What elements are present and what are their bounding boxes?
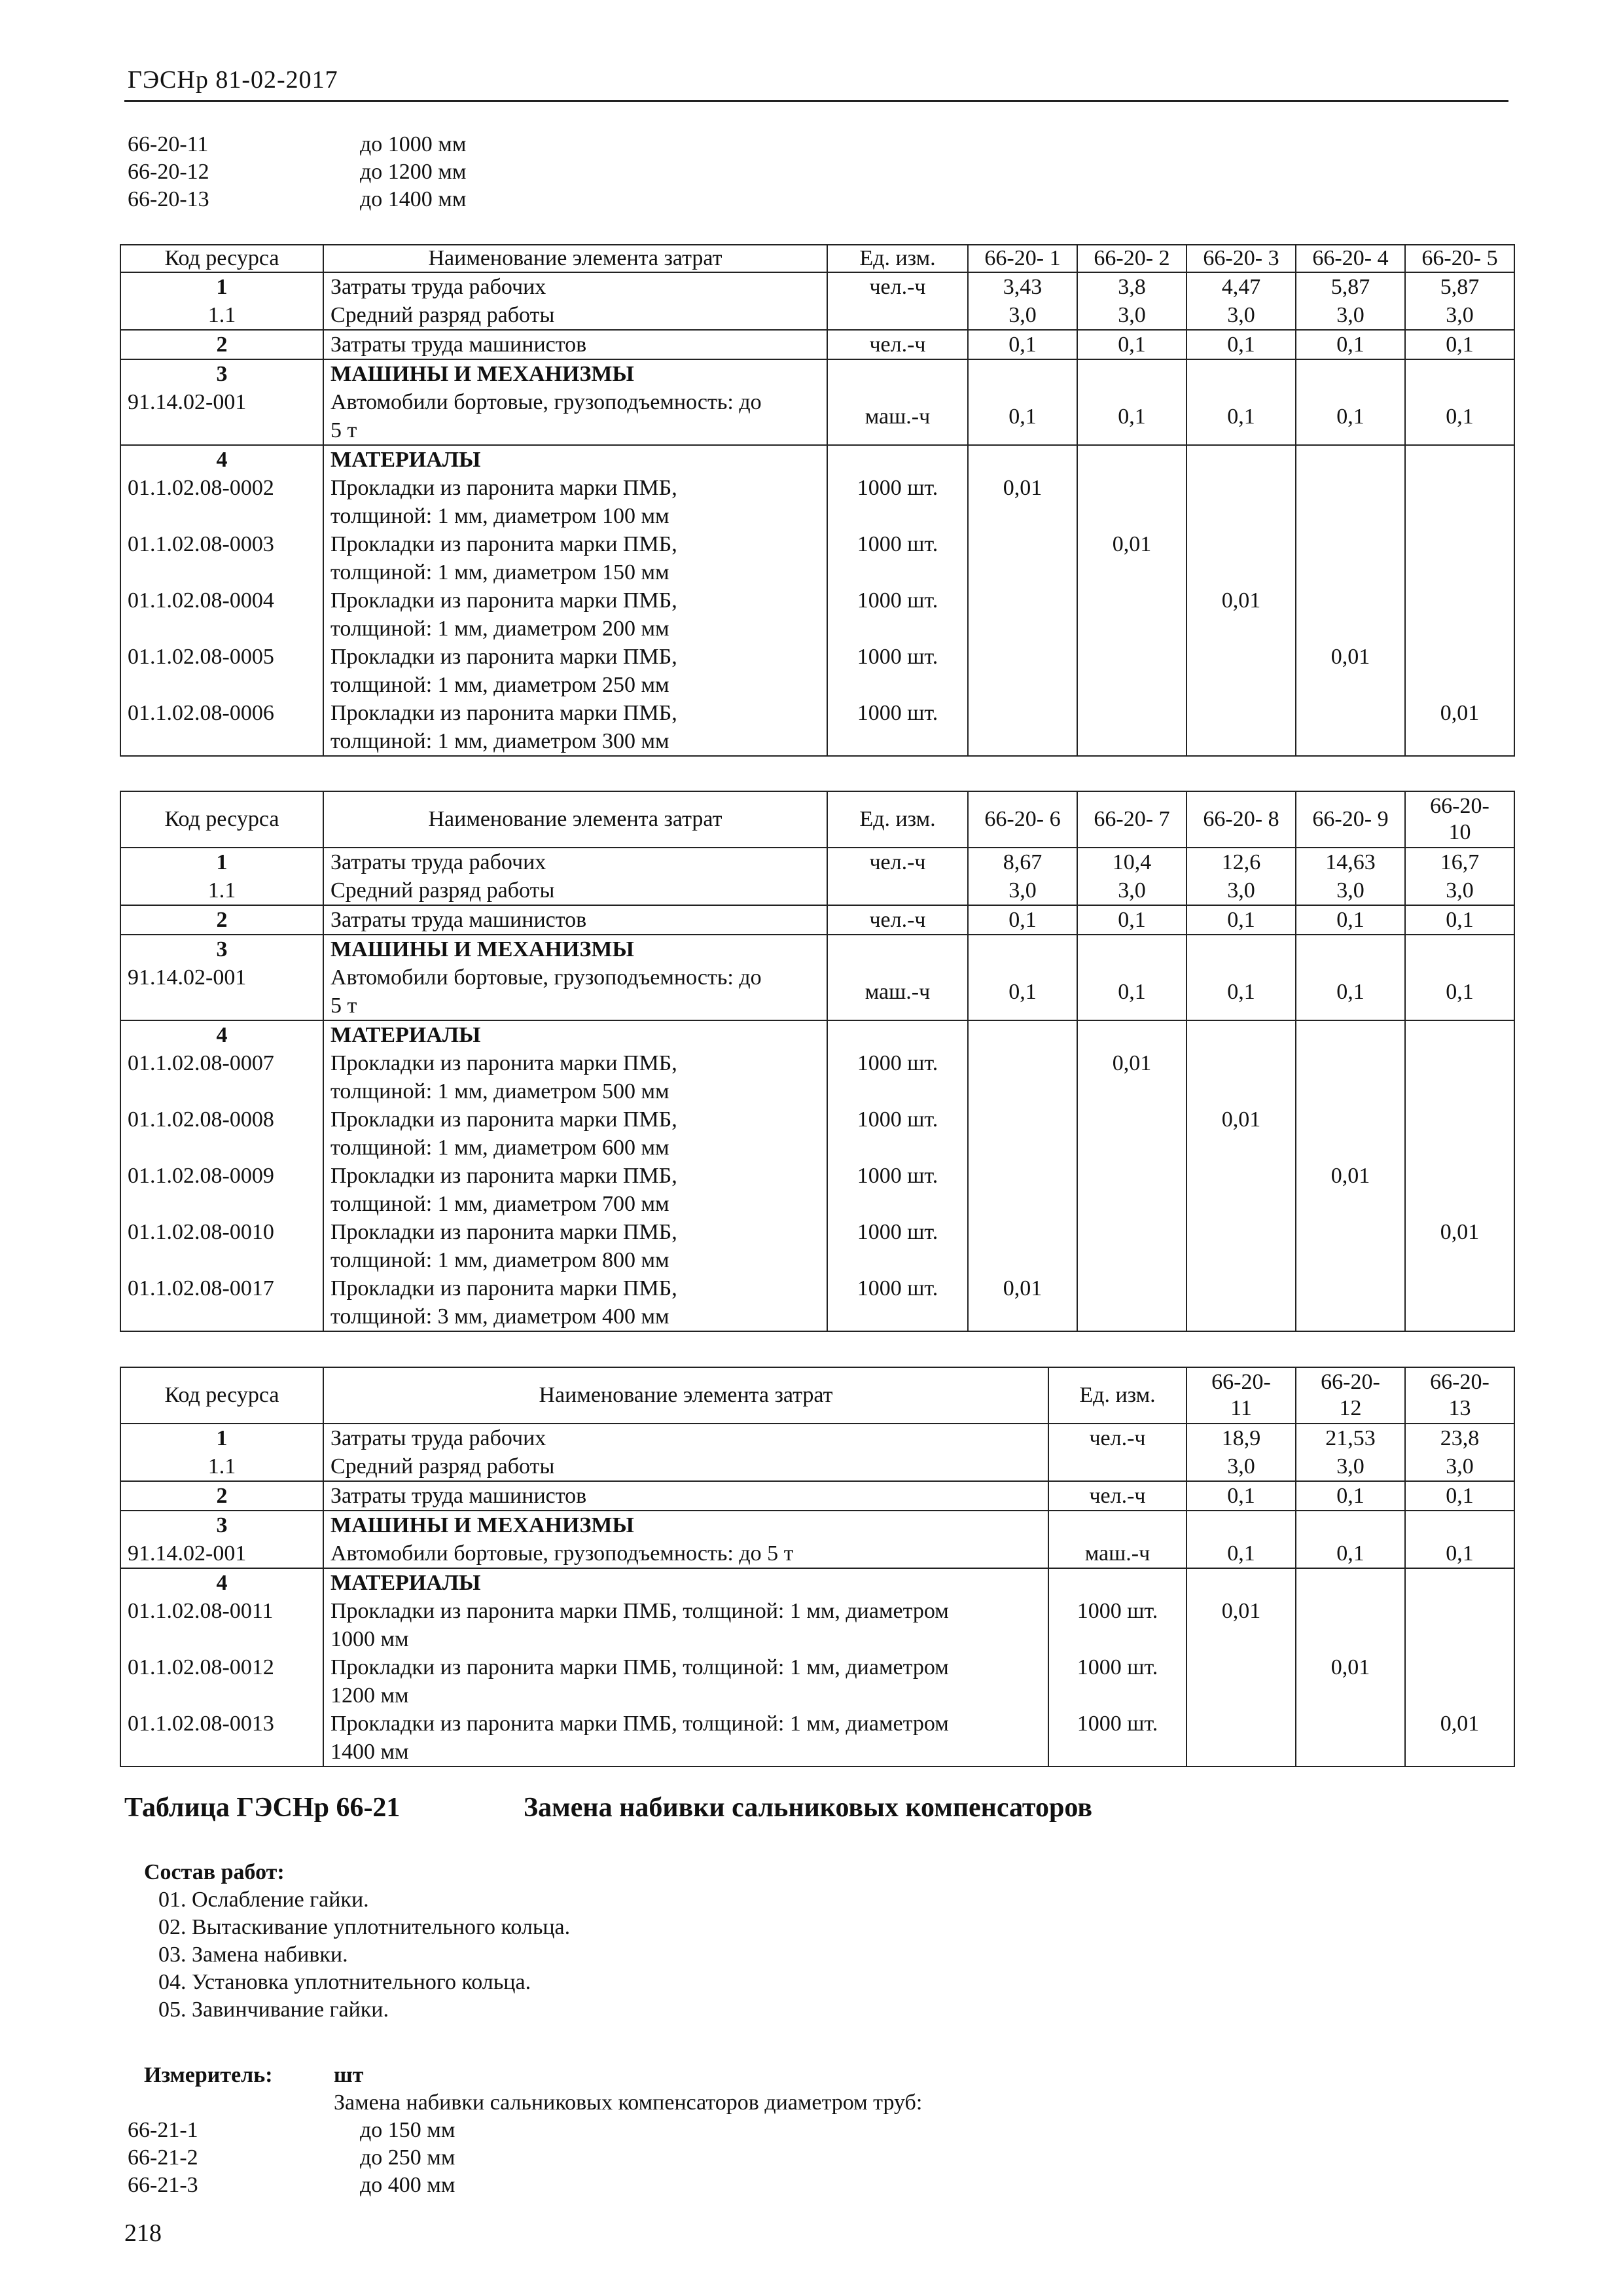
table-section-row: 4 МАТЕРИАЛЫ [120, 445, 1514, 474]
table-row: 01.1.02.08-0004 Прокладки из паронита марки ПМБ, толщиной: 1 мм, диаметром 200 мм 1000 шт. 0,01 [120, 586, 1514, 643]
page-number: 218 [124, 2219, 162, 2247]
table-row: 1 Затраты труда рабочих чел.-ч 8,67 10,4 12,6 14,63 16,7 [120, 848, 1514, 876]
table-row: 1 Затраты труда рабочих чел.-ч 3,43 3,8 4,47 5,87 5,87 [120, 272, 1514, 301]
list-item: 66-20-12 до 1200 мм [128, 160, 467, 184]
table-row: 1.1 Средний разряд работы 3,0 3,0 3,0 [120, 1452, 1514, 1481]
list-item: 02. Вытаскивание уплотнительного кольца. [158, 1915, 571, 1939]
list-item: 66-20-13 до 1400 мм [128, 187, 467, 211]
table-header-row: Код ресурса Наименование элемента затрат Ед. изм. 66-20- 1 66-20- 2 66-20- 3 66-20- 4 66-20- 5 [120, 245, 1514, 272]
table-row: 01.1.02.08-0003 Прокладки из паронита марки ПМБ, толщиной: 1 мм, диаметром 150 мм 1000 шт. 0,01 [120, 530, 1514, 586]
table-row: 2 Затраты труда машинистов чел.-ч 0,1 0,1 0,1 [120, 1481, 1514, 1511]
table-row: 01.1.02.08-0011 Прокладки из паронита марки ПМБ, толщиной: 1 мм, диаметром 1000 мм 1000 шт. 0,01 [120, 1597, 1514, 1653]
table-row: 91.14.02-001 Автомобили бортовые, грузоподъемность: до 5 т маш.-ч 0,1 0,1 0,1 0,1 0,1 [120, 388, 1514, 445]
table-row: 01.1.02.08-0010 Прокладки из паронита марки ПМБ, толщиной: 1 мм, диаметром 800 мм 1000 шт. 0,01 [120, 1218, 1514, 1274]
table-row: 01.1.02.08-0009 Прокладки из паронита марки ПМБ, толщиной: 1 мм, диаметром 700 мм 1000 шт. 0,01 [120, 1162, 1514, 1218]
resource-table-2 [120, 791, 1515, 1332]
list-item: 04. Установка уплотнительного кольца. [158, 1970, 531, 1994]
table-row: 01.1.02.08-0012 Прокладки из паронита марки ПМБ, толщиной: 1 мм, диаметром 1200 мм 1000 шт. 0,01 [120, 1653, 1514, 1710]
table-row: 91.14.02-001 Автомобили бортовые, грузоподъемность: до 5 т маш.-ч 0,1 0,1 0,1 0,1 0,1 [120, 963, 1514, 1020]
table-row: 1 Затраты труда рабочих чел.-ч 18,9 21,53 23,8 [120, 1424, 1514, 1452]
table-header-row: Код ресурса Наименование элемента затрат Ед. изм. 66-20- 6 66-20- 7 66-20- 8 66-20- 9 66-20- 10 [120, 791, 1514, 848]
table-section-row: 4 МАТЕРИАЛЫ [120, 1568, 1514, 1597]
list-item: 66-21-3 до 400 мм [128, 2173, 455, 2197]
bottom-code-list [128, 2117, 455, 2199]
table-row: 91.14.02-001 Автомобили бортовые, грузоподъемность: до 5 т маш.-ч 0,1 0,1 0,1 [120, 1539, 1514, 1568]
list-item: 03. Замена набивки. [158, 1943, 348, 1967]
list-item: 66-21-1 до 150 мм [128, 2118, 455, 2142]
table-row: 1.1 Средний разряд работы 3,0 3,0 3,0 3,0 3,0 [120, 301, 1514, 330]
table-row: 1.1 Средний разряд работы 3,0 3,0 3,0 3,0 3,0 [120, 876, 1514, 905]
resource-table-3 [120, 1367, 1515, 1767]
list-item: 66-20-11 до 1000 мм [128, 132, 467, 156]
section-table-title: Таблица ГЭСНр 66-21 Замена набивки сальниковых компенсаторов [124, 1793, 1092, 1823]
list-item: 01. Ослабление гайки. [158, 1888, 369, 1912]
table-row: 2 Затраты труда машинистов чел.-ч 0,1 0,1 0,1 0,1 0,1 [120, 330, 1514, 359]
work-composition: Состав работ: 01. Ослабление гайки. 02. Вытаскивание уплотнительного кольца. 03. Замена набивки. 04. Установка уплотнительного кольца. 05. Завинчивание гайки. [144, 1859, 570, 2024]
table-section-row: 4 МАТЕРИАЛЫ [120, 1020, 1514, 1049]
table-row: 01.1.02.08-0002 Прокладки из паронита марки ПМБ, толщиной: 1 мм, диаметром 100 мм 1000 шт. 0,01 [120, 474, 1514, 530]
table-row: 01.1.02.08-0017 Прокладки из паронита марки ПМБ, толщиной: 3 мм, диаметром 400 мм 1000 шт. 0,01 [120, 1274, 1514, 1331]
header-divider [124, 100, 1508, 102]
resource-table-1 [120, 244, 1515, 757]
document-header-title: ГЭСНр 81-02-2017 [128, 66, 338, 94]
top-code-list [128, 131, 466, 213]
table-row: 01.1.02.08-0008 Прокладки из паронита марки ПМБ, толщиной: 1 мм, диаметром 600 мм 1000 шт. 0,01 [120, 1105, 1514, 1162]
list-item: 05. Завинчивание гайки. [158, 1998, 389, 2022]
table-row: 01.1.02.08-0013 Прокладки из паронита марки ПМБ, толщиной: 1 мм, диаметром 1400 мм 1000 шт. 0,01 [120, 1710, 1514, 1767]
table-section-row: 3 МАШИНЫ И МЕХАНИЗМЫ [120, 359, 1514, 388]
table-header-row: Код ресурса Наименование элемента затрат Ед. изм. 66-20- 11 66-20- 12 66-20- 13 [120, 1367, 1514, 1424]
table-row: 2 Затраты труда машинистов чел.-ч 0,1 0,1 0,1 0,1 0,1 [120, 905, 1514, 935]
table-row: 01.1.02.08-0005 Прокладки из паронита марки ПМБ, толщиной: 1 мм, диаметром 250 мм 1000 шт. 0,01 [120, 643, 1514, 699]
table-section-row: 3 МАШИНЫ И МЕХАНИЗМЫ [120, 1511, 1514, 1539]
table-section-row: 3 МАШИНЫ И МЕХАНИЗМЫ [120, 935, 1514, 963]
table-row: 01.1.02.08-0006 Прокладки из паронита марки ПМБ, толщиной: 1 мм, диаметром 300 мм 1000 шт. 0,01 [120, 699, 1514, 756]
table-row: 01.1.02.08-0007 Прокладки из паронита марки ПМБ, толщиной: 1 мм, диаметром 500 мм 1000 шт. 0,01 [120, 1049, 1514, 1105]
list-item: 66-21-2 до 250 мм [128, 2145, 455, 2170]
measure-block: Измеритель: шт Замена набивки сальниковых компенсаторов диаметром труб: [144, 2063, 923, 2115]
